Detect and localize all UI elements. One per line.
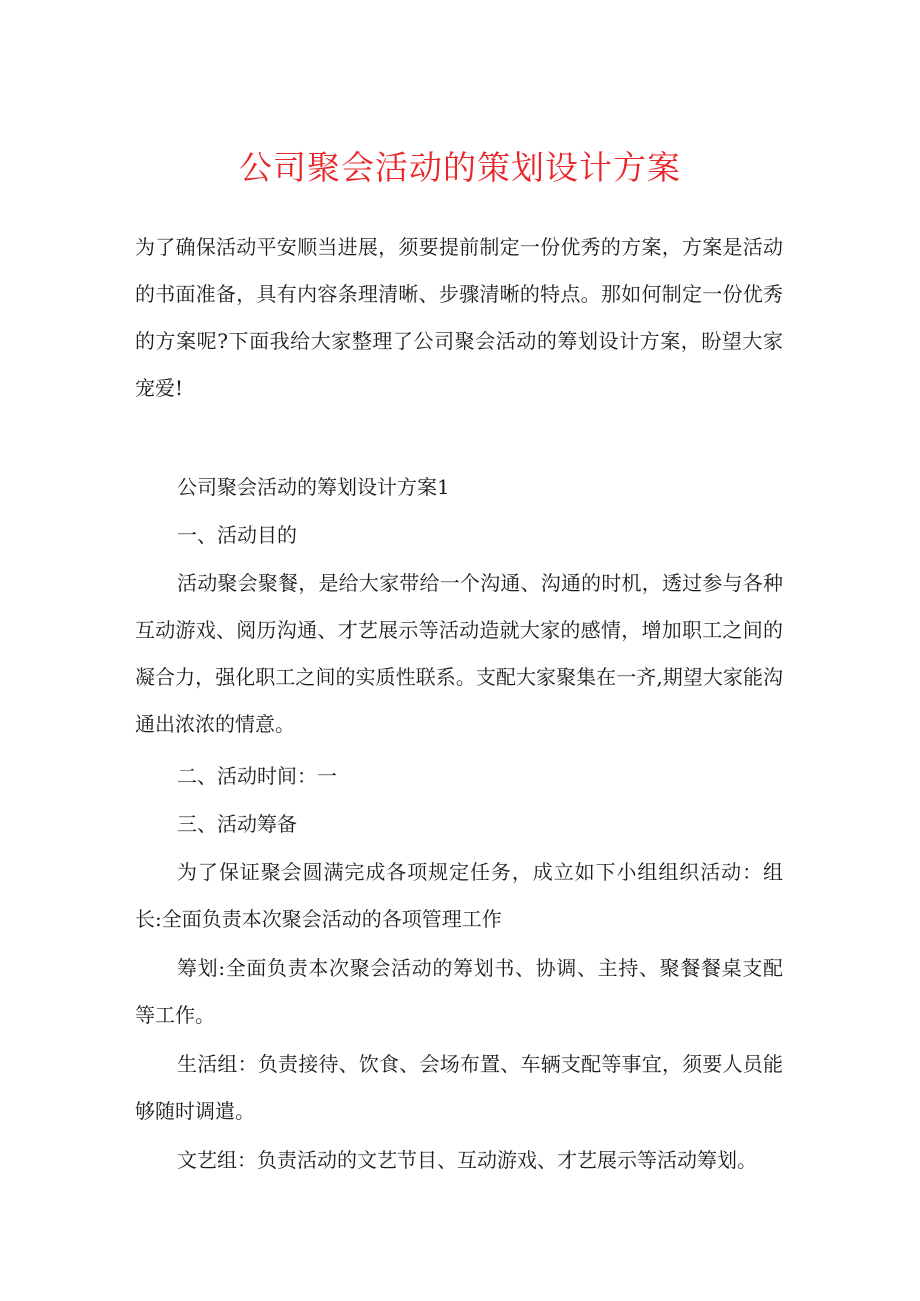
section-title: 公司聚会活动的筹划设计方案1 <box>177 475 450 499</box>
purpose-paragraph: 活动聚会聚餐，是给大家带给一个沟通、沟通的时机，透过参与各种互动游戏、阅历沟通、才艺展示等活动造就大家的感情，增加职工之间的凝合力，强化职工之间的实质性联系。支配大家聚集在一齐,期望大家能沟通出浓浓的情意。 <box>135 571 783 736</box>
arts-paragraph: 文艺组：负责活动的文艺节目、互动游戏、才艺展示等活动筹划。 <box>177 1148 757 1172</box>
document-title: 公司聚会活动的策划设计方案 <box>239 148 681 187</box>
heading-time: 二、活动时间：一 <box>177 764 337 788</box>
intro-paragraph: 为了确保活动平安顺当进展，须要提前制定一份优秀的方案，方案是活动的书面准备，具有内容条理清晰、步骤清晰的特点。那如何制定一份优秀的方案呢?下面我给大家整理了公司聚会活动的筹划设计方案，盼望大家宠爱! <box>135 235 783 400</box>
heading-prep: 三、活动筹备 <box>177 812 297 836</box>
logistics-paragraph: 生活组：负责接待、饮食、会场布置、车辆支配等事宜，须要人员能够随时调遣。 <box>135 1052 783 1123</box>
planning-paragraph: 筹划:全面负责本次聚会活动的筹划书、协调、主持、聚餐餐桌支配等工作。 <box>135 956 783 1027</box>
heading-purpose: 一、活动目的 <box>177 523 297 547</box>
prep-paragraph: 为了保证聚会圆满完成各项规定任务，成立如下小组组织活动：组长:全面负责本次聚会活动的各项管理工作 <box>135 860 783 931</box>
